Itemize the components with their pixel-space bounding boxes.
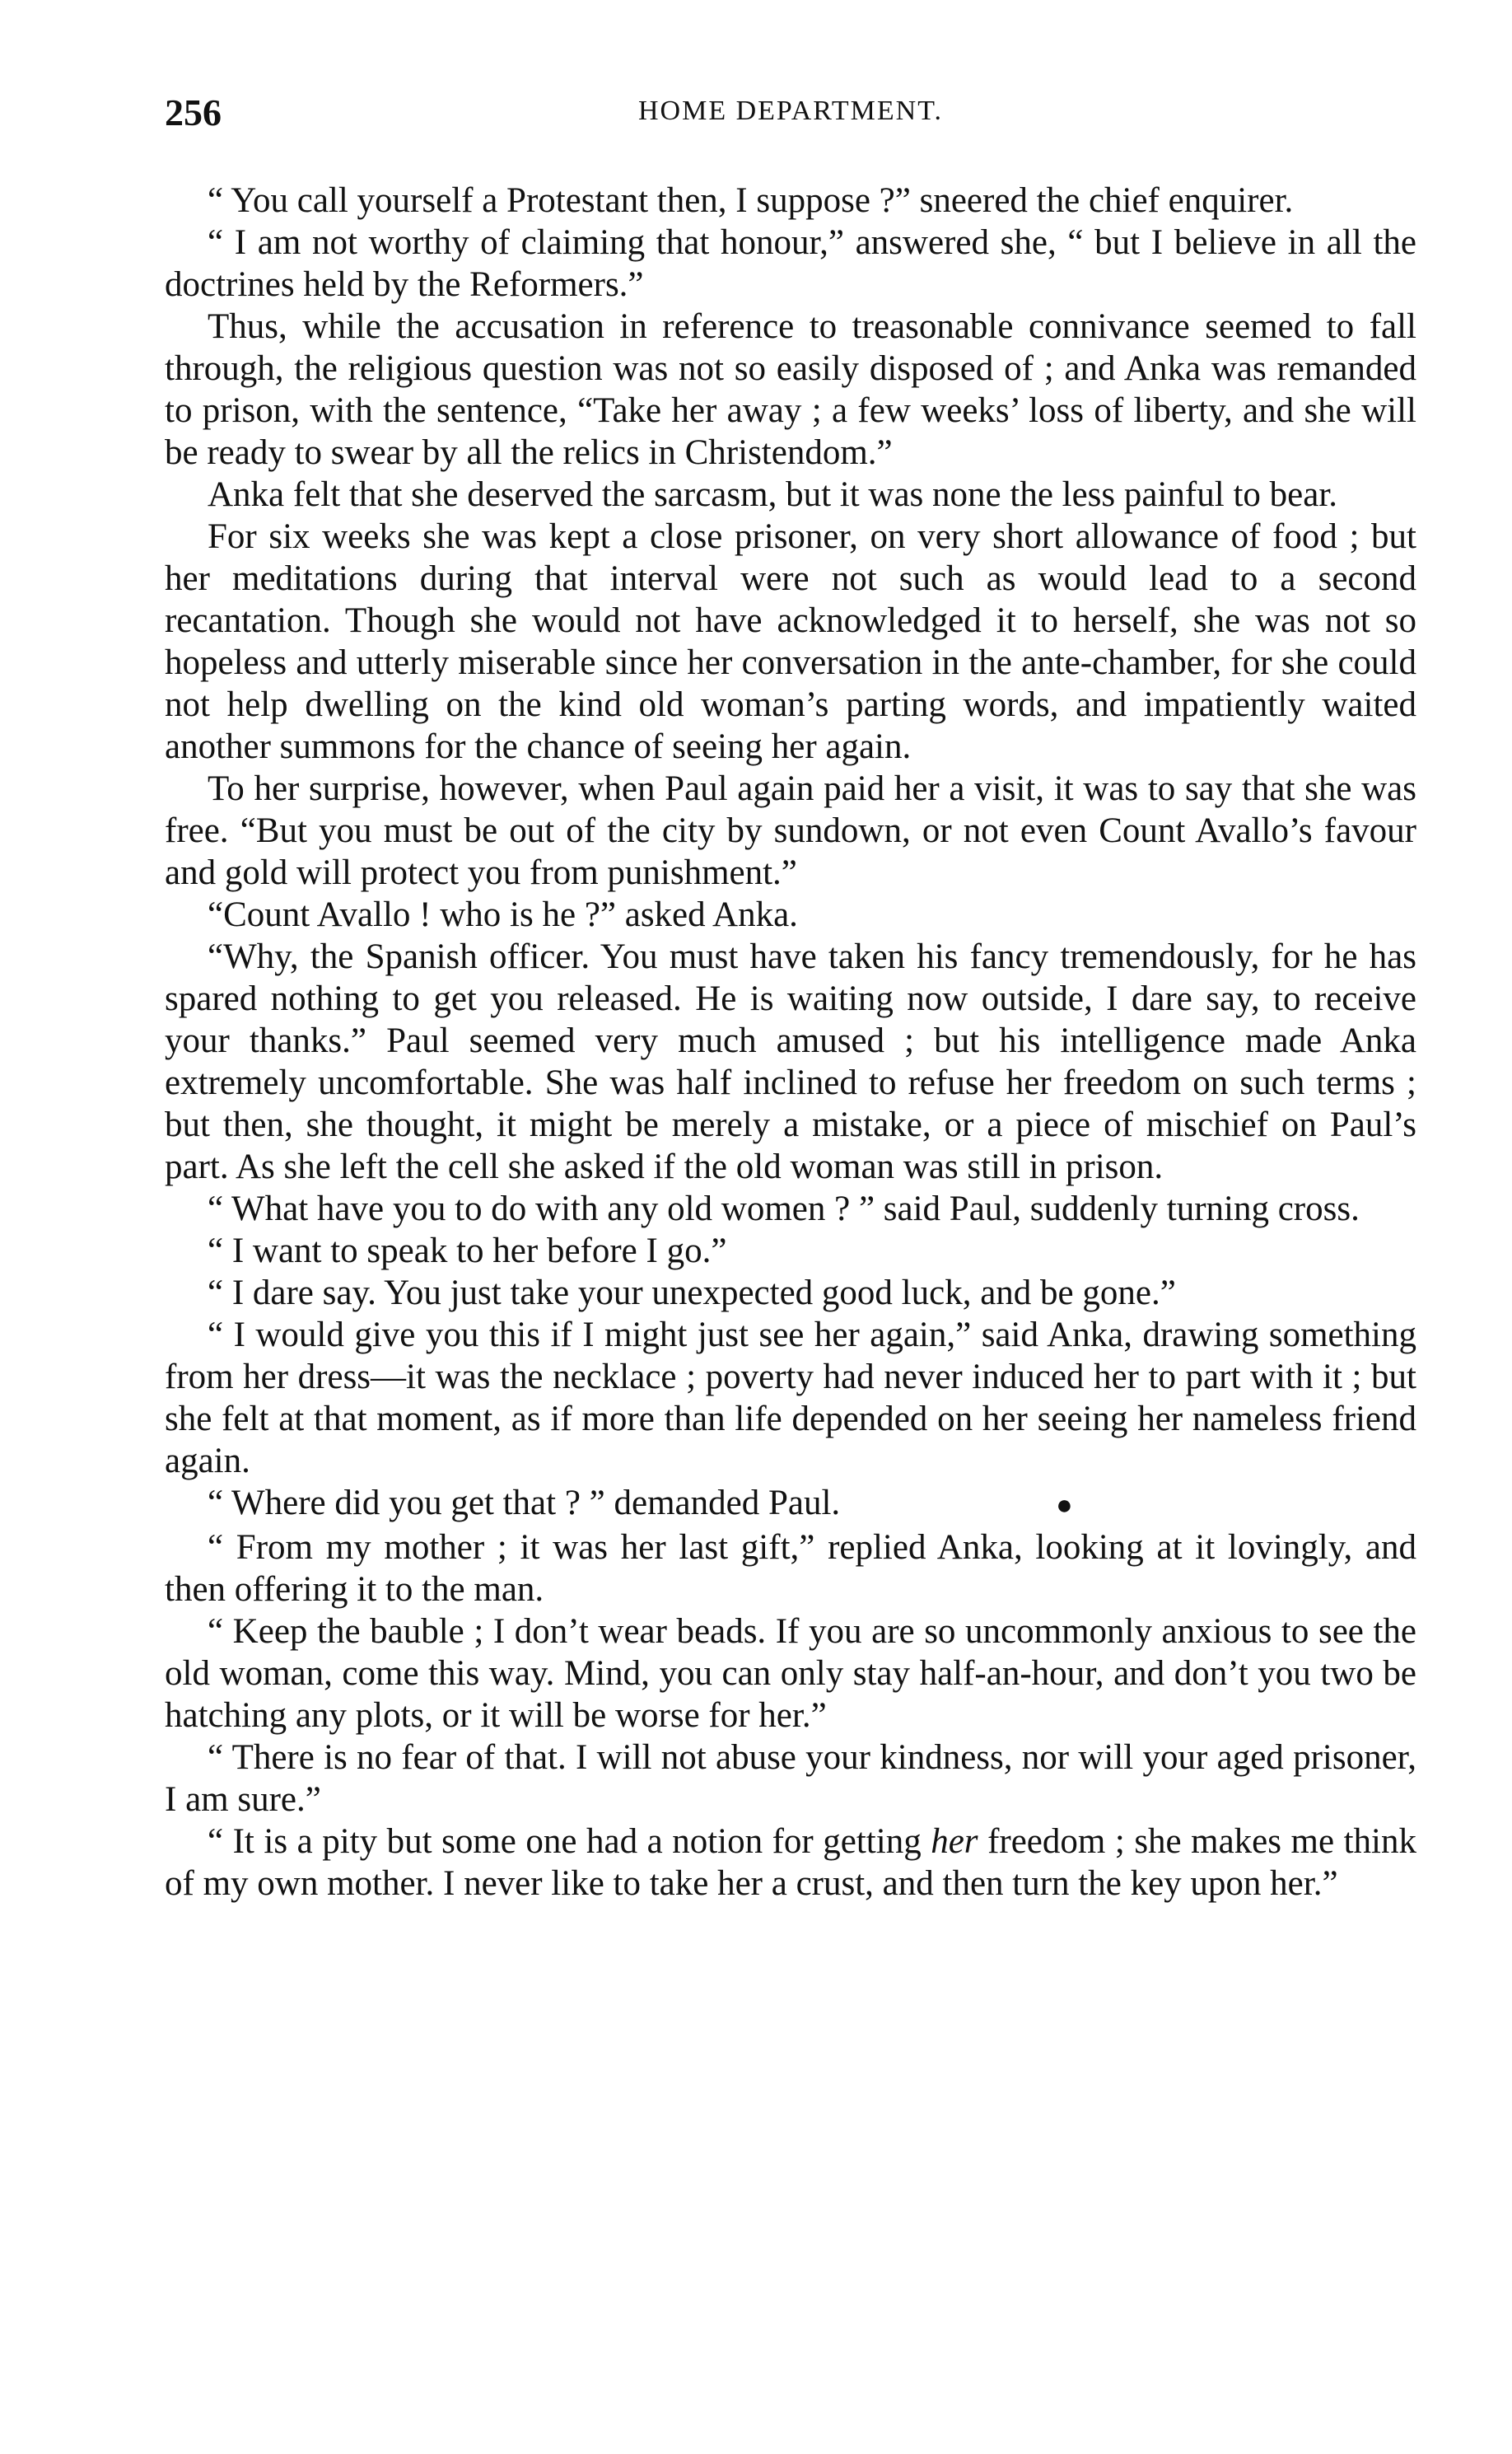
page-header [165,91,1416,157]
paragraph: “ Keep the bauble ; I don’t wear beads. If you are so uncommonly anxious to see the old woman, come this way. Mind, you can only stay half-an-hour, and don’t you two be hatching any plots, or it will be worse for her.” [165,1612,1416,1735]
paragraph-text: “ Where did you get that ? ” demanded Paul. [208,1484,841,1522]
paragraph: “ What have you to do with any old women ? ” said Paul, suddenly turning cross. [208,1190,1360,1228]
paragraph-text: freedom ; she makes me think of my own mother. I never like to take her a crust, and then turn the key upon her.” [165,1822,1416,1903]
paragraph [165,1482,1416,1526]
book-page [165,91,1416,1905]
paragraph: “ I want to speak to her before I go.” [208,1232,727,1270]
body-text [165,180,1416,1905]
paragraph: For six weeks she was kept a close prisoner, on very short allowance of food ; but her meditations during that interval were not such as would lead to a second recantation. Though she would not have acknowledged it to herself, she was not so hopeless and utterly miserable since her conversation in the ante-chamber, for she could not help dwelling on the kind old woman’s parting words, and impatiently waited another summons for the chance of seeing her again. [165,517,1416,766]
ink-dot-mark: ● [1056,1490,1073,1521]
paragraph: “ There is no fear of that. I will not abuse your kindness, nor will your aged prisoner, I am sure.” [165,1738,1416,1819]
paragraph: “Count Avallo ! who is he ?” asked Anka. [208,895,798,934]
running-title: HOME DEPARTMENT. [638,96,943,126]
paragraph: To her surprise, however, when Paul again paid her a visit, it was to say that she was free. “But you must be out of the city by sundown, or not even Count Avallo’s favour and gold will protect you from punishment.” [165,769,1416,892]
paragraph-text: “ It is a pity but some one had a notion for getting [208,1822,931,1861]
page-number: 256 [165,91,222,133]
paragraph: “ From my mother ; it was her last gift,” replied Anka, looking at it lovingly, and then offering it to the man. [165,1528,1416,1609]
paragraph: “ I am not worthy of claiming that honour,” answered she, “ but I believe in all the doctrines held by the Reformers.” [165,223,1416,304]
paragraph: “Why, the Spanish officer. You must have taken his fancy tremendously, for he has spared nothing to get you released. He is waiting now outside, I dare say, to receive your thanks.” Paul seemed very much amused ; but his intelligence made Anka extremely uncomfortable. She was half inclined to refuse her freedom on such terms ; but then, she thought, it might be merely a mistake, or a piece of mischief on Paul’s part. As she left the cell she asked if the old woman was still in prison. [165,937,1416,1186]
paragraph: Anka felt that she deserved the sarcasm, but it was none the less painful to bear. [208,475,1338,514]
paragraph [165,1821,1416,1905]
paragraph: Thus, while the accusation in reference to treasonable connivance seemed to fall through, the religious question was not so easily disposed of ; and Anka was remanded to prison, with the sentence, “Take her away ; a few weeks’ loss of liberty, and she will be ready to swear by all the relics in Christendom.” [165,307,1416,472]
paragraph: “ You call yourself a Protestant then, I suppose ?” sneered the chief enquirer. [208,181,1294,220]
paragraph: “ I would give you this if I might just see her again,” said Anka, drawing something from her dress—it was the necklace ; poverty had never induced her to part with it ; but she felt at that moment, as if more than life depended on her seeing her nameless friend again. [165,1316,1416,1480]
italic-word: her [931,1822,978,1861]
paragraph: “ I dare say. You just take your unexpected good luck, and be gone.” [208,1274,1176,1312]
